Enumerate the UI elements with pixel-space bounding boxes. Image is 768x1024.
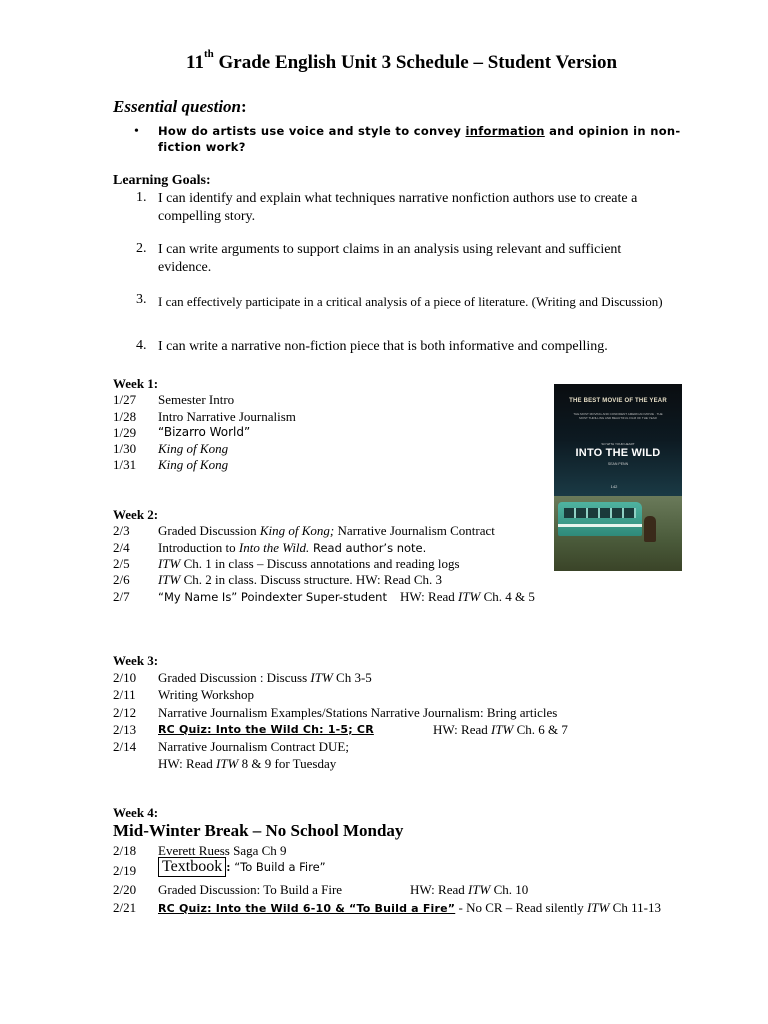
schedule-row: 2/5 ITW Ch. 1 in class – Discuss annotations and reading logs	[113, 556, 460, 571]
week-2-heading: Week 2:	[113, 507, 159, 522]
goal-number: 3.	[136, 292, 147, 307]
schedule-row: 1/28 Intro Narrative Journalism	[113, 409, 296, 424]
essential-question-heading: Essential question:	[113, 97, 247, 116]
quiz-label: RC Quiz: Into the Wild 6-10 & “To Build a Fire”	[158, 902, 456, 915]
goal-number: 2.	[136, 241, 147, 256]
poster-presents: SO WITH YOUR HEART	[601, 442, 635, 446]
schedule-row: 2/10 Graded Discussion : Discuss ITW Ch 3-5	[113, 670, 372, 685]
learning-goal: I can effectively participate in a critical analysis of a piece of literature. (Writing and Discussion)	[158, 294, 663, 309]
poster-headline: THE BEST MOVIE OF THE YEAR	[569, 398, 667, 404]
schedule-row: 1/30 King of Kong	[113, 441, 229, 456]
schedule-row: 2/3 Graded Discussion King of Kong; Narrative Journalism Contract	[113, 523, 495, 538]
poster-director: SEAN PENN	[607, 462, 629, 466]
person-illustration	[644, 516, 656, 542]
bullet-icon: •	[134, 124, 139, 139]
schedule-row: 2/14 Narrative Journalism Contract DUE;	[113, 739, 349, 754]
essential-question-text: How do artists use voice and style to convey information and opinion in non-fiction work?	[158, 124, 681, 154]
quiz-label: RC Quiz: Into the Wild Ch: 1-5; CR	[158, 723, 374, 736]
poster-tagline: THE MOST MOVING AND CONFIDENT AMERICAN MOVIE · THE MOST THRILLING AND BEAUTIFUL FILM OF THE YEAR	[573, 412, 663, 420]
schedule-row: 2/11 Writing Workshop	[113, 687, 255, 702]
schedule-row: 2/21 RC Quiz: Into the Wild 6-10 & “To Build a Fire” - No CR – Read silently ITW Ch 11-13	[113, 900, 661, 915]
bus-illustration	[558, 502, 642, 536]
schedule-row: 2/6 ITW Ch. 2 in class. Discuss structure. HW: Read Ch. 3	[113, 572, 443, 587]
goal-number: 1.	[136, 190, 147, 205]
learning-goal: I can write arguments to support claims in an analysis using relevant and sufficient evidence.	[158, 242, 622, 275]
learning-goal: I can identify and explain what techniques narrative nonfiction authors use to create a compelling story.	[158, 191, 638, 224]
page-title: 11th Grade English Unit 3 Schedule – Student Version	[186, 48, 618, 73]
learning-goal: I can write a narrative non-fiction piece that is both informative and compelling.	[158, 339, 608, 354]
textbook-label-box: Textbook	[158, 857, 226, 877]
week-4-heading: Week 4:	[113, 805, 159, 820]
learning-goals-heading: Learning Goals:	[113, 173, 211, 188]
poster-bus-number: 142	[610, 484, 618, 489]
schedule-row: 1/31 King of Kong	[113, 457, 229, 472]
poster-title: INTO THE WILD	[575, 447, 661, 459]
mid-winter-break-notice: Mid-Winter Break – No School Monday	[113, 821, 404, 840]
schedule-row: 2/7 “My Name Is” Poindexter Super-student HW: Read ITW Ch. 4 & 5	[113, 589, 535, 604]
schedule-row: 2/12 Narrative Journalism Examples/Stations Narrative Journalism: Bring articles	[113, 705, 558, 720]
schedule-row: 2/20 Graded Discussion: To Build a Fire HW: Read ITW Ch. 10	[113, 882, 529, 897]
week-1-heading: Week 1:	[113, 376, 159, 391]
schedule-row: HW: Read ITW 8 & 9 for Tuesday	[158, 756, 337, 771]
schedule-row: 1/27 Semester Intro	[113, 392, 235, 407]
schedule-row: 2/18 Everett Ruess Saga Ch 9	[113, 843, 287, 858]
schedule-row: 2/4 Introduction to Into the Wild. Read author’s note.	[113, 540, 427, 555]
into-the-wild-poster-image	[554, 384, 682, 571]
schedule-row: 2/19 Textbook : “To Build a Fire”	[113, 858, 326, 878]
schedule-row: 1/29 “Bizarro World”	[113, 425, 251, 440]
week-3-heading: Week 3:	[113, 653, 159, 668]
goal-number: 4.	[136, 338, 147, 353]
schedule-row: 2/13 RC Quiz: Into the Wild Ch: 1-5; CR HW: Read ITW Ch. 6 & 7	[113, 722, 568, 737]
